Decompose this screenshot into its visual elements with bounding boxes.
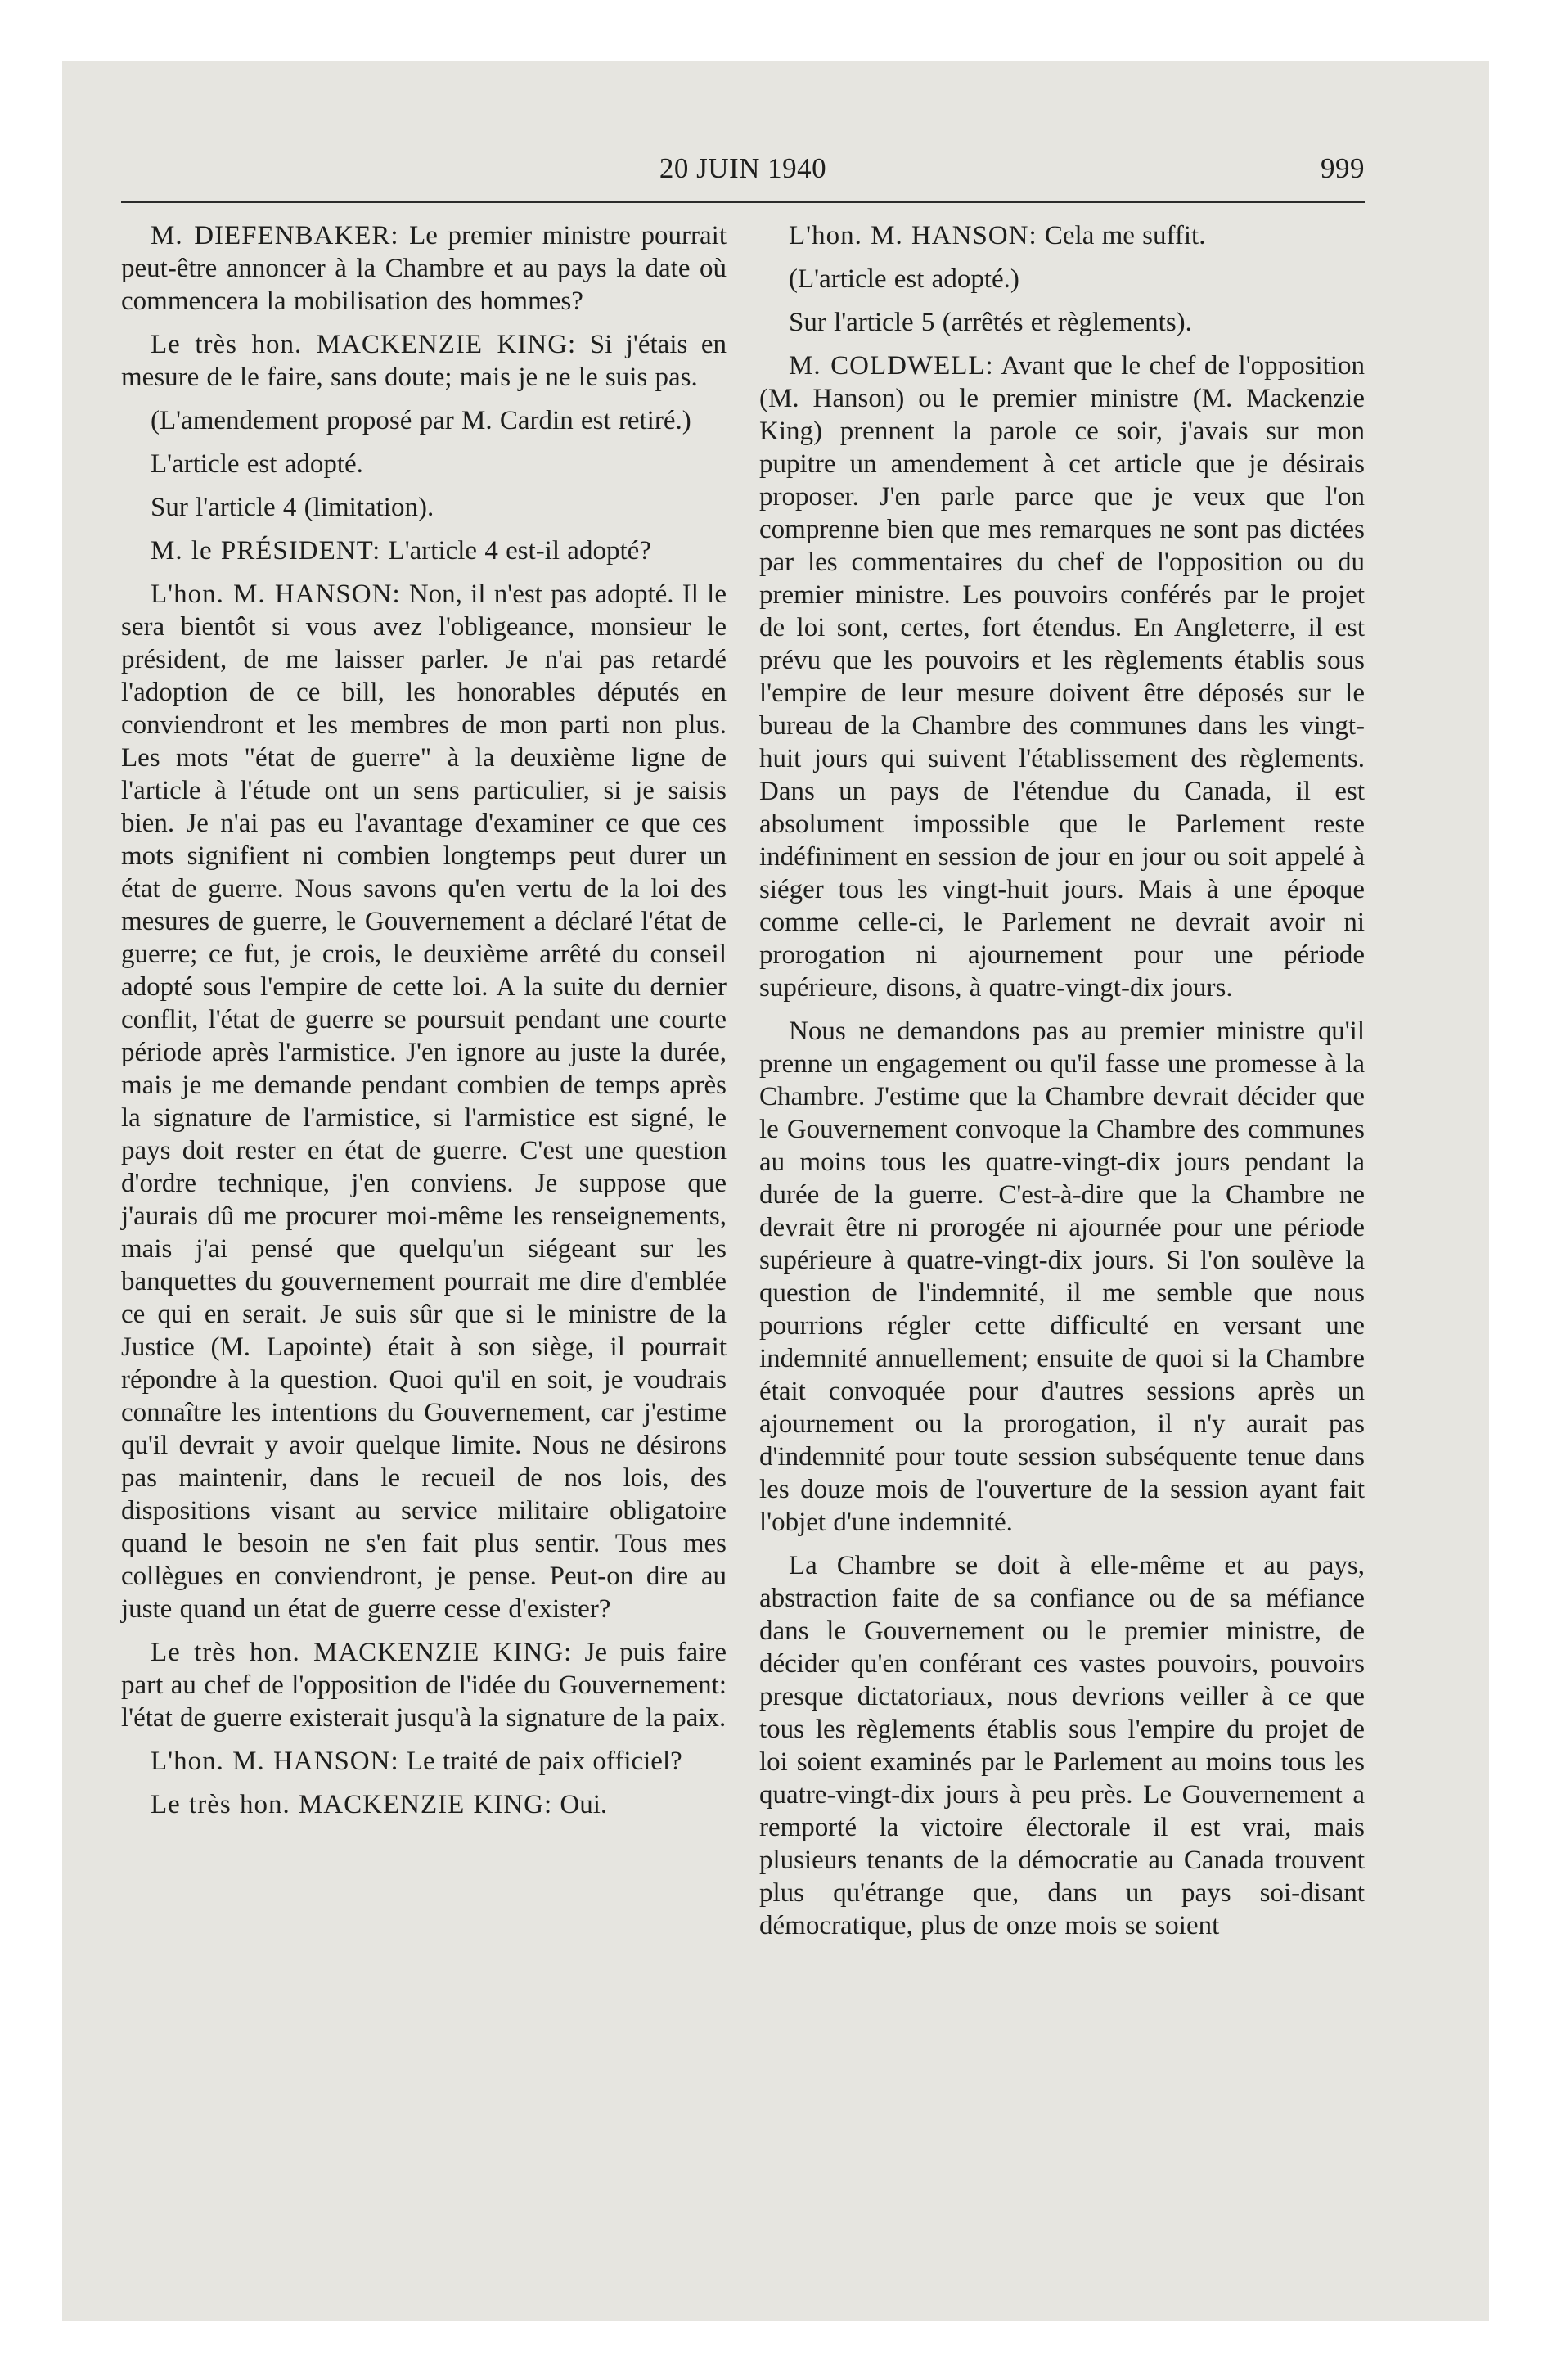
- speaker: L'hon. M. HANSON:: [789, 221, 1037, 250]
- paragraph: [121, 491, 727, 524]
- speaker: L'hon. M. HANSON:: [151, 579, 401, 609]
- page-number: 999: [1321, 152, 1365, 184]
- paragraph-text: Le premier ministre pourrait peut-être annoncer à la Chambre et au pays la date où commencera la mobilisation des hommes?: [121, 221, 727, 316]
- speaker: L'hon. M. HANSON:: [151, 1747, 399, 1776]
- paragraph-text: Si j'étais en mesure de le faire, sans doute; mais je ne le suis pas.: [121, 330, 727, 392]
- paragraph: [759, 219, 1365, 252]
- paragraph: [121, 1788, 727, 1821]
- paragraph: [759, 1549, 1365, 1942]
- paragraph: [121, 448, 727, 480]
- paragraph: [121, 578, 727, 1625]
- paragraph-text: Oui.: [552, 1790, 608, 1819]
- paragraph-text: (L'amendement proposé par M. Cardin est retiré.): [151, 406, 691, 435]
- paragraph: [121, 534, 727, 567]
- speaker: M. le PRÉSIDENT:: [151, 536, 381, 566]
- right-column: [759, 219, 1365, 1953]
- paragraph-text: Avant que le chef de l'opposition (M. Hanson) ou le premier ministre (M. Mackenzie King) prennent la parole ce soir, j'avais sur mon pupitre un amendement à cet article que je désirais proposer. J'en parle parce que je veux que l'on comprenne bien que mes remarques ne sont pas dictées par les commentaires du chef de l'opposition ou du premier ministre. Les pouvoirs conférés par le projet de loi sont, certes, fort étendus. En Angleterre, il est prévu que les pouvoirs et les règlements établis sous l'empire de leur mesure doivent être déposés sur le bureau de la Chambre des communes dans les vingt-huit jours qui suivent l'établissement des règlements. Dans un pays de l'étendue du Canada, il est absolument impossible que le Parlement reste indéfiniment en session de jour en jour ou soit appelé à siéger tous les vingt-huit jours. Mais à une époque comme celle-ci, le Parlement ne devrait avoir ni prorogation ni ajournement pour une période supérieure, disons, à quatre-vingt-dix jours.: [759, 351, 1366, 1003]
- paragraph-text: La Chambre se doit à elle-même et au pays, abstraction faite de sa confiance ou de sa méfiance dans le Gouvernement ou le premier ministre, de décider qu'en conférant ces vastes pouvoirs, pouvoirs presque dictatoriaux, nous devrions veiller à ce que tous les règlements établis sous l'empire du projet de loi soient examinés par le Parlement au moins tous les quatre-vingt-dix jours à peu près. Le Gouvernement a remporté la victoire électorale il est vrai, mais plusieurs tenants de la démocratie au Canada trouvent plus qu'étrange que, dans un pays soi-disant démocratique, plus de onze mois se soient: [759, 1551, 1365, 1941]
- paragraph: [121, 404, 727, 437]
- paragraph-text: Je puis faire part au chef de l'opposition de l'idée du Gouvernement: l'état de guerre existerait jusqu'à la signature de la paix.: [121, 1638, 727, 1733]
- paragraph: [121, 1745, 727, 1778]
- paragraph-text: Le traité de paix officiel?: [398, 1747, 682, 1776]
- page-header: [121, 147, 1365, 196]
- paragraph: [121, 328, 727, 394]
- paragraph: [759, 306, 1365, 339]
- header-date: 20 JUIN 1940: [659, 152, 827, 184]
- text-columns: [121, 219, 1365, 1953]
- speaker: M. DIEFENBAKER:: [151, 221, 399, 250]
- paragraph-text: L'article est adopté.: [151, 449, 363, 479]
- paragraph-text: Non, il n'est pas adopté. Il le sera bientôt si vous avez l'obligeance, monsieur le président, de me laisser parler. Je n'ai pas retardé l'adoption de ce bill, les honorables députés en conviendront et les membres de mon parti non plus. Les mots "état de guerre" à la deuxième ligne de l'article à l'étude ont un sens particulier, si je saisis bien. Je n'ai pas eu l'avantage d'examiner ce que ces mots signifient ni combien longtemps peut durer un état de guerre. Nous savons qu'en vertu de la loi des mesures de guerre, le Gouvernement a déclaré l'état de guerre; ce fut, je crois, le deuxième arrêté du conseil adopté sous l'empire de cette loi. A la suite du dernier conflit, l'état de guerre se poursuit pendant une courte période après l'armistice. J'en ignore au juste la durée, mais je me demande pendant combien de temps après la signature de l'armistice, si l'armistice est signé, le pays doit rester en état de guerre. C'est une question d'ordre technique, j'en conviens. Je suppose que j'aurais dû me procurer moi-même les renseignements, mais j'ai pensé que quelqu'un siégeant sur les banquettes du gouvernement pourrait me dire d'emblée ce qui en serait. Je suis sûr que si le ministre de la Justice (M. Lapointe) était à son siège, il pourrait répondre à la question. Quoi qu'il en soit, je voudrais connaître les intentions du Gouvernement, car j'estime qu'il devrait y avoir quelque limite. Nous ne désirons pas maintenir, dans le recueil de nos lois, des dispositions visant au service militaire obligatoire quand le besoin ne s'en fait plus sentir. Tous mes collègues en conviendront, je pense. Peut-on dire au juste quand un état de guerre cesse d'exister?: [121, 579, 727, 1624]
- paragraph: [759, 349, 1365, 1004]
- paragraph-text: Nous ne demandons pas au premier ministre qu'il prenne un engagement ou qu'il fasse une promesse à la Chambre. J'estime que la Chambre devrait décider que le Gouvernement convoque la Chambre des communes au moins tous les quatre-vingt-dix jours pendant la durée de la guerre. C'est-à-dire que la Chambre ne devrait être ni prorogée ni ajournée pour une période supérieure à quatre-vingt-dix jours. Si l'on soulève la question de l'indemnité, il me semble que nous pourrions régler cette difficulté en versant une indemnité annuellement; ensuite de quoi si la Chambre était convoquée pour d'autres sessions après un ajournement ou la prorogation, il n'y aurait pas d'indemnité pour toute session subséquente tenue dans les douze mois de l'ouverture de la session ayant fait l'objet d'une indemnité.: [759, 1016, 1365, 1537]
- header-rule: [121, 201, 1365, 203]
- paragraph: [121, 1636, 727, 1734]
- paragraph: [759, 263, 1365, 295]
- speaker: Le très hon. MACKENZIE KING:: [151, 1638, 573, 1667]
- left-column: [121, 219, 727, 1953]
- speaker: Le très hon. MACKENZIE KING:: [151, 1790, 553, 1819]
- paragraph: [759, 1015, 1365, 1539]
- paragraph-text: Sur l'article 4 (limitation).: [151, 493, 434, 522]
- paragraph-text: L'article 4 est-il adopté?: [380, 536, 651, 566]
- paragraph-text: (L'article est adopté.): [789, 264, 1019, 294]
- paragraph: [121, 219, 727, 318]
- paragraph-text: Sur l'article 5 (arrêtés et règlements).: [789, 308, 1192, 337]
- paragraph-text: Cela me suffit.: [1037, 221, 1206, 250]
- hansard-page: [121, 147, 1365, 2243]
- speaker: M. COLDWELL:: [789, 351, 994, 381]
- speaker: Le très hon. MACKENZIE KING:: [151, 330, 577, 359]
